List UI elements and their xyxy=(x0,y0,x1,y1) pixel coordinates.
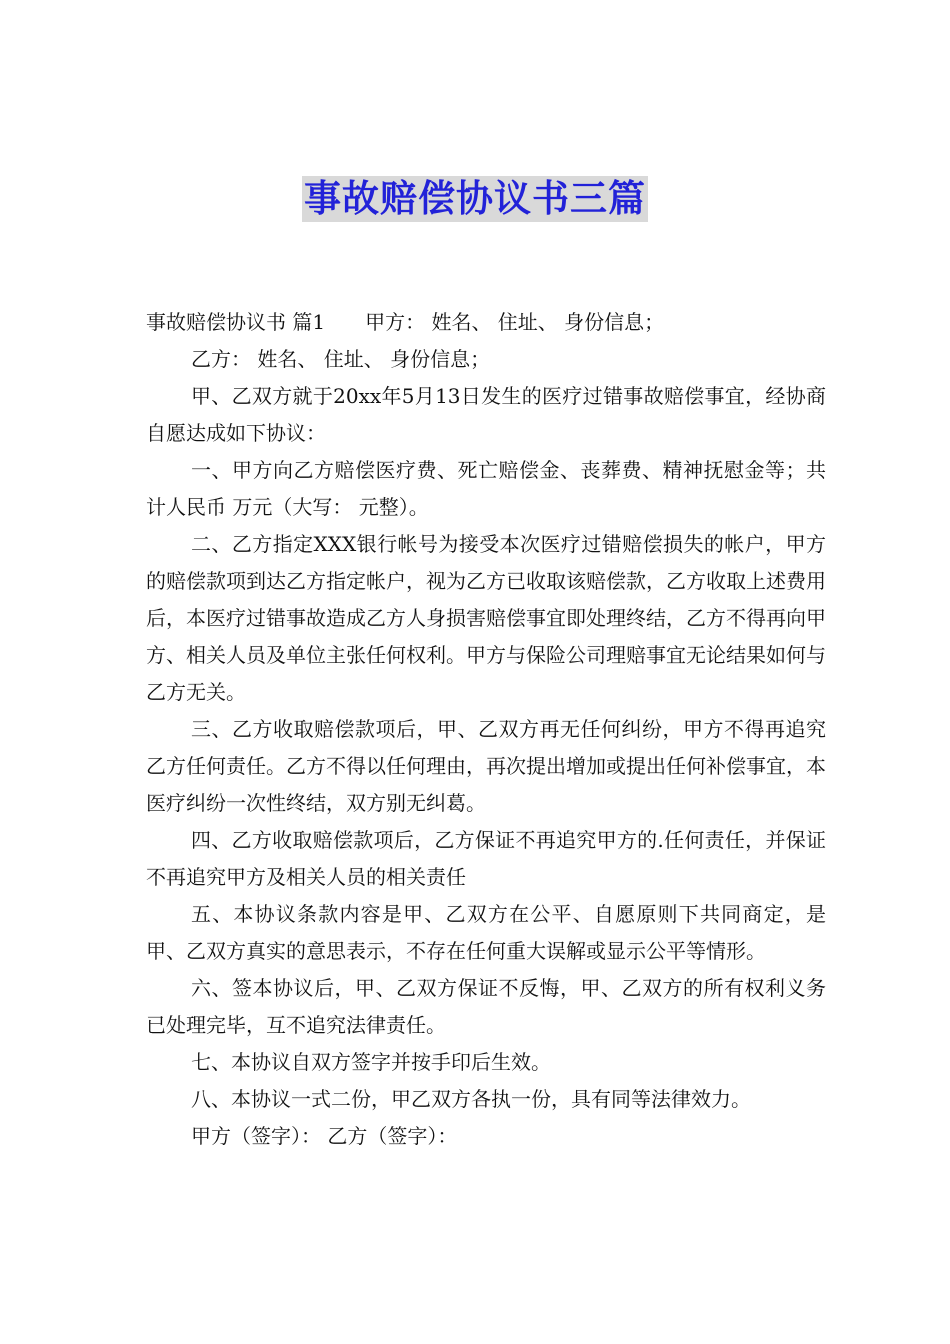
clause-2: 二、乙方指定XXX银行帐号为接受本次医疗过错赔偿损失的帐户，甲方的赔偿款项到达乙方指定帐户，视为乙方已收取该赔偿款，乙方收取上述费用后，本医疗过错事故造成乙方人身损害赔偿事宜即处理终结，乙方不得再向甲方、相关人员及单位主张任何权利。甲方与保险公司理赔事宜无论结果如何与乙方无关。 xyxy=(146,532,826,704)
signature-line: 甲方（签字）： 乙方（签字）： xyxy=(191,1124,458,1148)
party-b-info: 乙方： 姓名、 住址、 身份信息； xyxy=(191,347,491,371)
preamble-paragraph: 甲、乙双方就于20xx年5月13日发生的医疗过错事故赔偿事宜，经协商自愿达成如下协议： xyxy=(146,384,826,445)
section-label: 事故赔偿协议书 篇1 xyxy=(146,310,326,334)
title-container xyxy=(0,176,950,222)
party-a-info: 甲方： 姓名、 住址、 身份信息； xyxy=(365,310,665,334)
document-body xyxy=(146,304,826,1155)
clause-8: 八、本协议一式二份，甲乙双方各执一份，具有同等法律效力。 xyxy=(191,1087,751,1111)
clause-4: 四、乙方收取赔偿款项后，乙方保证不再追究甲方的.任何责任，并保证不再追究甲方及相关人员的相关责任 xyxy=(146,828,826,889)
document-title: 事故赔偿协议书三篇 xyxy=(304,177,646,220)
clause-5: 五、本协议条款内容是甲、乙双方在公平、自愿原则下共同商定，是甲、乙双方真实的意思表示，不存在任何重大误解或显示公平等情形。 xyxy=(146,902,826,963)
clause-7: 七、本协议自双方签字并按手印后生效。 xyxy=(191,1050,551,1074)
clause-6: 六、签本协议后，甲、乙双方保证不反悔，甲、乙双方的所有权利义务已处理完毕，互不追究法律责任。 xyxy=(146,976,826,1037)
clause-3: 三、乙方收取赔偿款项后，甲、乙双方再无任何纠纷，甲方不得再追究乙方任何责任。乙方不得以任何理由，再次提出增加或提出任何补偿事宜，本医疗纠纷一次性终结，双方别无纠葛。 xyxy=(146,717,826,815)
clause-1: 一、甲方向乙方赔偿医疗费、死亡赔偿金、丧葬费、精神抚慰金等；共计人民币 万元（大写： 元整）。 xyxy=(146,458,826,519)
heading-line xyxy=(146,304,826,341)
